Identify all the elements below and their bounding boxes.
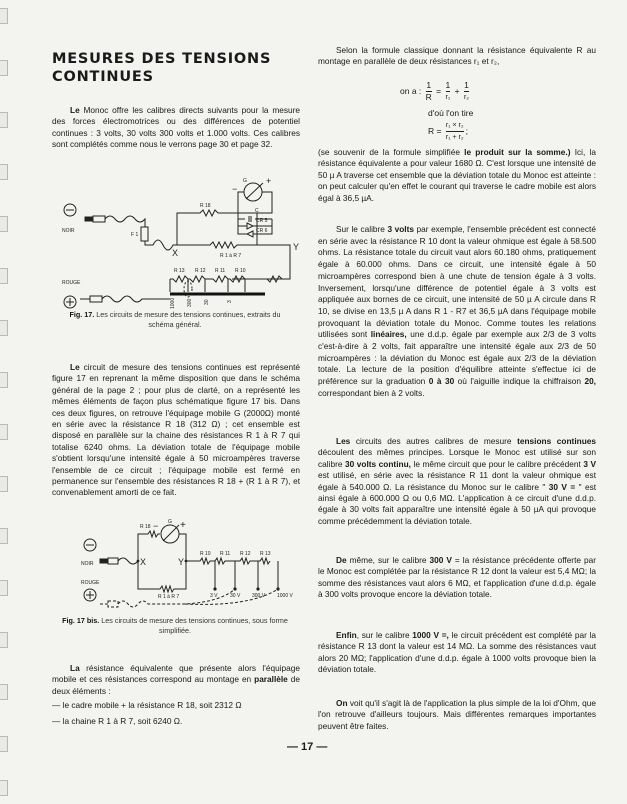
bold-text: 1000 V =,	[412, 630, 449, 640]
1000v-paragraph	[318, 630, 596, 676]
caption-label: Fig. 17 bis.	[62, 616, 100, 625]
text-run: circuits des autres calibres de mesure	[350, 436, 518, 446]
section-title	[52, 50, 271, 86]
formula-dou: d'où l'on tire	[428, 108, 474, 118]
paragraph-text	[318, 698, 596, 732]
numerator: 1	[445, 80, 451, 90]
binder-hole	[0, 268, 8, 284]
list-item: — le cadre mobile + la résistance R 18, soit 2312 Ω	[52, 700, 242, 710]
text-run: voit qu'il s'agit là de l'application la plus simple de la loi d'Ohm, que l'on retrouve d'ailleurs toujours. Mais différentes remarques importantes peuvent être faites.	[318, 698, 596, 731]
text-run: par exemple, l'ensemble précédent est connecté en série avec la résistance R 10 dont la valeur ohmique est égale à 58.500 ohms. La résistance totale du circuit vaut alors 60.180 ohms, pratiquement égale à 60.000 ohms. Dans ce circuit, une intensité égale à 50 microampères correspond bien à une chute de tension égale à 3 volts. Inversement, lorsqu'une différence de potentiel égale à 3 volts est appliquée aux bornes de ce circuit, une intensité de 50 µ A circule dans R 10, se divise en 13,5 µ A dans R 1 - R7 et 36,5 µA dans l'équipage mobile provoquant la déviation totale du Monoc. Comme toutes les relations utilisées sont	[318, 224, 596, 340]
page-number: — 17 —	[287, 741, 328, 753]
label-300: 300	[187, 298, 193, 307]
label-r18: R 18	[200, 203, 211, 209]
equivalent-paragraph	[52, 663, 300, 697]
label-3v: 3 V	[210, 593, 218, 599]
label-30v: 30 V	[230, 593, 241, 599]
label-c: C	[255, 208, 259, 214]
binder-hole	[0, 112, 8, 128]
label-r18: R 18	[140, 524, 151, 530]
label-r1-r7: R 1 à R 7	[158, 594, 180, 600]
label-y: Y	[293, 242, 300, 252]
label-r11: R 11	[215, 268, 226, 274]
other-calibres-paragraph	[318, 436, 596, 527]
text-run: le même circuit que pour le calibre précédent	[410, 458, 584, 469]
bold-text: 300 V	[429, 555, 452, 565]
caption-label: Fig. 17.	[69, 310, 95, 319]
label-noir: NOIR	[62, 228, 75, 234]
figure-17-bis-diagram	[60, 517, 295, 612]
plus: +	[454, 85, 460, 96]
somme-paragraph	[318, 147, 596, 204]
binder-hole	[0, 632, 8, 648]
bold-text: 30 V =	[548, 481, 576, 492]
label-g: G	[168, 519, 172, 525]
label-r11: R 11	[220, 551, 231, 557]
binder-hole	[0, 736, 8, 752]
text-run: découlent des mêmes principes. Lorsque le Monoc est utilisé sur son calibre	[318, 447, 596, 469]
label-300v: 300 V	[252, 593, 266, 599]
denominator: r₂	[464, 91, 469, 103]
label-rouge: ROUGE	[62, 280, 81, 286]
numerator: 1	[464, 80, 469, 90]
text-run: circuit de mesure des tensions continues est représenté figure 17 en reprenant la même disposition que dans le schéma général de la page 2 ; pour plus de clarté, on a représenté les mêmes éléments de façon plus schématique figure 17 bis. Dans ces deux figures, on retrouve l'équipage mobile G (2000Ω) monté en série avec la résistance R 18 (312 Ω) ; cet ensemble est disposé en parallèle sur la chaine des résistances R 1 à R 7 qui totalise 6240 ohms. La déviation totale de l'équipage mobile s'obtient lorsqu'une intensité égale à 50 microampères traverse l'ensemble de ce circuit ; l'équipage mobile est fermé en permanence sur l'ensemble des résistances R 18 + (R 1 à R 7), et convenablement amorti de ce fait.	[52, 362, 300, 498]
binder-hole	[0, 528, 8, 544]
binder-hole	[0, 780, 8, 796]
formula-product-sum	[428, 120, 468, 143]
bold-text: 0 à 30	[428, 376, 455, 387]
formula-intro-paragraph	[318, 45, 596, 68]
text-run: Ici, la résistance équivalente a pour valeur 1680 Ω. C'est lorsque une intensité de 50 µ A traverse cet ensemble que la déviation totale du Monoc est atteinte : on peut calculer qu'en effet le courant qui traverse le cadre mobile est alors égal à 36,5 µA.	[318, 147, 596, 203]
binder-hole	[0, 580, 8, 596]
numerator: r₁ × r₂	[445, 122, 464, 129]
text-run: de deux éléments :	[52, 674, 300, 696]
denominator: R	[425, 92, 432, 102]
label-3: 3	[227, 300, 233, 303]
r-equals: R =	[428, 125, 442, 136]
denominator: r₁	[446, 91, 451, 103]
label-f1: F 1	[131, 232, 139, 238]
bold-text: le produit sur la somme.)	[464, 147, 571, 157]
binder-hole	[0, 424, 8, 440]
binder-hole	[0, 476, 8, 492]
caption-text: Les circuits de mesure des tensions continues, sous forme simplifiée.	[99, 616, 288, 635]
paragraph-text	[318, 630, 596, 676]
three-volts-paragraph	[318, 224, 596, 400]
paragraph-text	[318, 436, 596, 527]
paragraph-text	[318, 224, 596, 400]
title-line: CONTINUES	[52, 69, 154, 85]
label-r10: R 10	[200, 551, 211, 557]
circuit-paragraph	[52, 362, 300, 499]
label-r1-r7: R 1 à R 7	[220, 253, 242, 259]
paragraph-text	[318, 555, 596, 601]
bold-text: 3 V	[583, 458, 597, 469]
text-run: même, sur le calibre	[346, 555, 430, 565]
text-run: correspondant bien à 2 volts.	[318, 387, 425, 398]
element-list	[52, 700, 300, 728]
text-run: Sur le calibre	[336, 224, 388, 234]
bold-text: Enfin	[336, 630, 357, 640]
text-run: est utilisé, en série avec la résistance R 11 dont la valeur ohmique est égale à 540.000 Ω. La résistance du Monoc sur le calibre "	[318, 470, 596, 492]
paragraph-text	[318, 45, 596, 68]
label-cr6: CR 6	[256, 228, 268, 234]
bold-text: Le	[70, 105, 80, 115]
label-noir: NOIR	[81, 561, 94, 567]
text-run: (se souvenir de la formule simplifiée	[318, 147, 465, 157]
bold-text: tensions continues	[517, 436, 596, 446]
semicolon: ;	[465, 125, 468, 136]
text-run: Monoc offre les calibres directs suivants pour la mesure des forces électromotrices ou des différences de potentiel continues : 3 volts, 30 volts 300 volts et 1.000 volts. Ces calibres sont complétés comme nous le verrons page 30 et page 32.	[52, 105, 300, 150]
list-item: — la chaine R 1 à R 7, soit 6240 Ω.	[52, 716, 183, 727]
label-minus: −	[232, 184, 238, 194]
bold-text: Les	[336, 436, 351, 446]
label-r13: R 13	[260, 551, 271, 557]
bold-text: 20,	[584, 376, 596, 387]
bold-text: 3 volts	[387, 224, 414, 234]
bold-text: parallèle	[254, 674, 288, 685]
paragraph-text	[318, 147, 596, 204]
binder-hole	[0, 8, 8, 24]
denominator: r₁ + r₂	[446, 131, 464, 143]
label-y: Y	[178, 557, 185, 567]
text-run: résistance équivalente que présente alors l'équipage mobile et ces résistances correspond au montage en	[52, 663, 300, 685]
text-run: " est ainsi égale à 600.000 Ω ou 0,6 MΩ. L'application à ce circuit d'une d.d.p. égale à 30 volts fait apparaître une intensité égale à 50 µA qui provoque comme précédemment la déviation totale.	[318, 481, 597, 526]
bold-text: On	[336, 698, 348, 708]
binder-hole	[0, 320, 8, 336]
formula-on-a: on a :	[400, 85, 422, 96]
text-run: où l'aiguille indique la chiffraison	[454, 376, 585, 387]
label-plus: +	[266, 176, 272, 186]
caption-text: Les circuits de mesure des tensions continues, extraits du schéma général.	[94, 310, 281, 329]
binder-hole	[0, 60, 8, 76]
bold-text: Le	[70, 362, 80, 372]
bold-text: De	[336, 555, 347, 565]
label-x: X	[140, 557, 147, 567]
label-minus: −	[153, 521, 159, 531]
label-r13: R 13	[174, 268, 185, 274]
figure-17-diagram	[60, 172, 300, 309]
title-line: MESURES DES TENSIONS	[52, 51, 272, 67]
figure-17-caption	[60, 310, 290, 330]
label-r12: R 12	[240, 551, 251, 557]
bold-text: La	[70, 663, 80, 673]
label-rouge: ROUGE	[81, 580, 100, 586]
paragraph-text	[52, 105, 300, 151]
ohm-paragraph	[318, 698, 596, 732]
text-run: Selon la formule classique donnant la résistance équivalente R au montage en parallèle de deux résistances r₁ et r₂,	[318, 45, 596, 67]
label-r12: R 12	[195, 268, 206, 274]
label-x: X	[172, 248, 179, 258]
300v-paragraph	[318, 555, 596, 601]
label-g: G	[243, 178, 247, 184]
text-run: le circuit précédent est complété par la résistance R 13 dont la valeur est 14 MΩ. La somme des résistances vaut alors 20 MΩ; l'application d'une d.d.p. égale à 1000 volts provoque bien la déviation totale.	[318, 630, 596, 675]
label-1000v: 1000 V	[277, 593, 293, 599]
binder-hole	[0, 684, 8, 700]
equals: =	[436, 85, 442, 96]
intro-paragraph	[52, 105, 300, 151]
binder-hole	[0, 216, 8, 232]
paragraph-text	[52, 362, 300, 499]
figure-17-bis-caption	[60, 616, 290, 636]
label-30: 30	[204, 299, 210, 305]
label-plus: +	[180, 520, 186, 531]
binder-hole	[0, 372, 8, 388]
formula-reciprocal	[400, 80, 471, 103]
numerator: 1	[426, 80, 432, 90]
label-r10: R 10	[235, 268, 246, 274]
bold-text: linéaires,	[370, 329, 407, 340]
paragraph-text	[52, 663, 300, 697]
label-1000: 1000	[170, 297, 176, 309]
text-run: = la résistance précédente offerte par le Monoc est complétée par la résistance R 12 dont la valeur est 5,4 MΩ; la somme des résistances vaut alors 6 MΩ, et l'application d'une d.d.p. égale à 300 volts provoque encore la déviation totale.	[318, 555, 596, 600]
binder-hole	[0, 164, 8, 180]
bold-text: 30 volts continu,	[345, 458, 411, 469]
text-run: une d.d.p. égale par exemple aux 2/3 de 3 volts c'est-à-dire à 2 volts, fait apparaître une intensité égale aux 2/3 de 50 microampères : la déviation du Monoc est égale aux 2/3 de la déviation totale. La lecture de la position d'équilibre atteinte s'effectue ici de préférence sur la graduation	[318, 329, 596, 387]
label-cr5: CR 5	[256, 218, 268, 224]
text-run: , sur le calibre	[356, 630, 413, 640]
